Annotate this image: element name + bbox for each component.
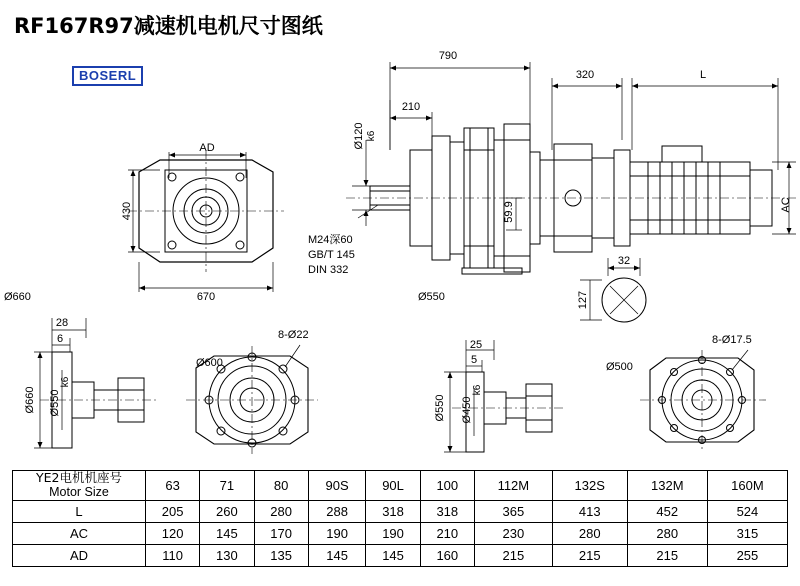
table-cell: 318 [420, 500, 474, 522]
table-cell: 190 [308, 522, 366, 544]
table-cell: 315 [707, 522, 787, 544]
dim-d550-left: Ø550 [49, 389, 61, 417]
table-cell: 260 [200, 500, 254, 522]
page-title: RF167R97减速机电机尺寸图纸 [14, 14, 323, 38]
table-cell: 110 [146, 544, 200, 566]
table-cell: 205 [146, 500, 200, 522]
table-cell: 413 [552, 500, 627, 522]
table-cell: 145 [366, 544, 420, 566]
table-row [13, 544, 788, 566]
dim-25: 25 [469, 339, 483, 351]
table-cell: 230 [474, 522, 552, 544]
table-column-header: 100 [420, 471, 474, 501]
table-cell: 145 [308, 544, 366, 566]
dim-d550-tolerance: k6 [60, 376, 71, 388]
dim-d120: Ø120 [353, 122, 365, 150]
table-cell: 145 [200, 522, 254, 544]
table-cell: 280 [627, 522, 707, 544]
table-cell: 215 [552, 544, 627, 566]
dim-d500: Ø500 [606, 361, 633, 373]
table-column-header: 90L [366, 471, 420, 501]
dim-d660: Ø660 [24, 386, 36, 414]
brand-logo: BOSERL [72, 66, 143, 86]
dim-59-9: 59.9 [503, 201, 515, 223]
table-column-header: 132S [552, 471, 627, 501]
table-cell: 160 [420, 544, 474, 566]
dim-L: L [699, 69, 707, 81]
dim-d550-lower: Ø550 [434, 394, 446, 422]
holes-8x17-5: 8-Ø17.5 [712, 334, 752, 346]
table-cell: 288 [308, 500, 366, 522]
table-column-header: 63 [146, 471, 200, 501]
table-row [13, 500, 788, 522]
dim-6: 6 [56, 333, 64, 345]
table-cell: 365 [474, 500, 552, 522]
row-label: L [13, 500, 146, 522]
table-cell: 130 [200, 544, 254, 566]
dim-d450: Ø450 [461, 396, 473, 424]
dim-430: 430 [121, 201, 133, 221]
table-header-row [13, 471, 788, 501]
dim-d120-tolerance: k6 [366, 130, 377, 142]
dim-d660-left: Ø660 [4, 291, 31, 303]
table-column-header: 112M [474, 471, 552, 501]
table-cell: 280 [254, 500, 308, 522]
dim-AC: AC [780, 197, 792, 213]
table-column-header: 80 [254, 471, 308, 501]
row-label: AC [13, 522, 146, 544]
table-cell: 524 [707, 500, 787, 522]
dim-d550-main: Ø550 [418, 291, 445, 303]
dim-790: 790 [438, 50, 458, 62]
table-column-header: 71 [200, 471, 254, 501]
table-cell: 215 [627, 544, 707, 566]
table-cell: 210 [420, 522, 474, 544]
table-cell: 280 [552, 522, 627, 544]
table-header-label [13, 471, 146, 501]
dim-127: 127 [577, 290, 589, 310]
table-cell: 452 [627, 500, 707, 522]
dim-32: 32 [617, 255, 631, 267]
table-cell: 170 [254, 522, 308, 544]
table-column-header: 90S [308, 471, 366, 501]
dim-5: 5 [470, 354, 478, 366]
dim-670: 670 [196, 291, 216, 303]
table-cell: 190 [366, 522, 420, 544]
standard-gb: GB/T 145 [308, 249, 355, 261]
dim-210: 210 [401, 101, 421, 113]
dim-320: 320 [575, 69, 595, 81]
dim-AD: AD [199, 142, 215, 154]
table-row [13, 522, 788, 544]
table-header-label-cn: YE2电机机座号 [36, 470, 122, 485]
standard-din: DIN 332 [308, 264, 349, 276]
holes-8x22: 8-Ø22 [278, 329, 309, 341]
table-cell: 255 [707, 544, 787, 566]
row-label: AD [13, 544, 146, 566]
dim-d450-tolerance: k6 [472, 384, 483, 396]
table-column-header: 160M [707, 471, 787, 501]
table-cell: 215 [474, 544, 552, 566]
motor-size-table [12, 470, 788, 567]
dim-28: 28 [55, 317, 69, 329]
dim-d600: Ø600 [196, 357, 223, 369]
table-cell: 135 [254, 544, 308, 566]
table-cell: 318 [366, 500, 420, 522]
thread-spec: M24深60 [308, 234, 353, 246]
table-header-label-en: Motor Size [49, 485, 109, 500]
table-cell: 120 [146, 522, 200, 544]
table-column-header: 132M [627, 471, 707, 501]
